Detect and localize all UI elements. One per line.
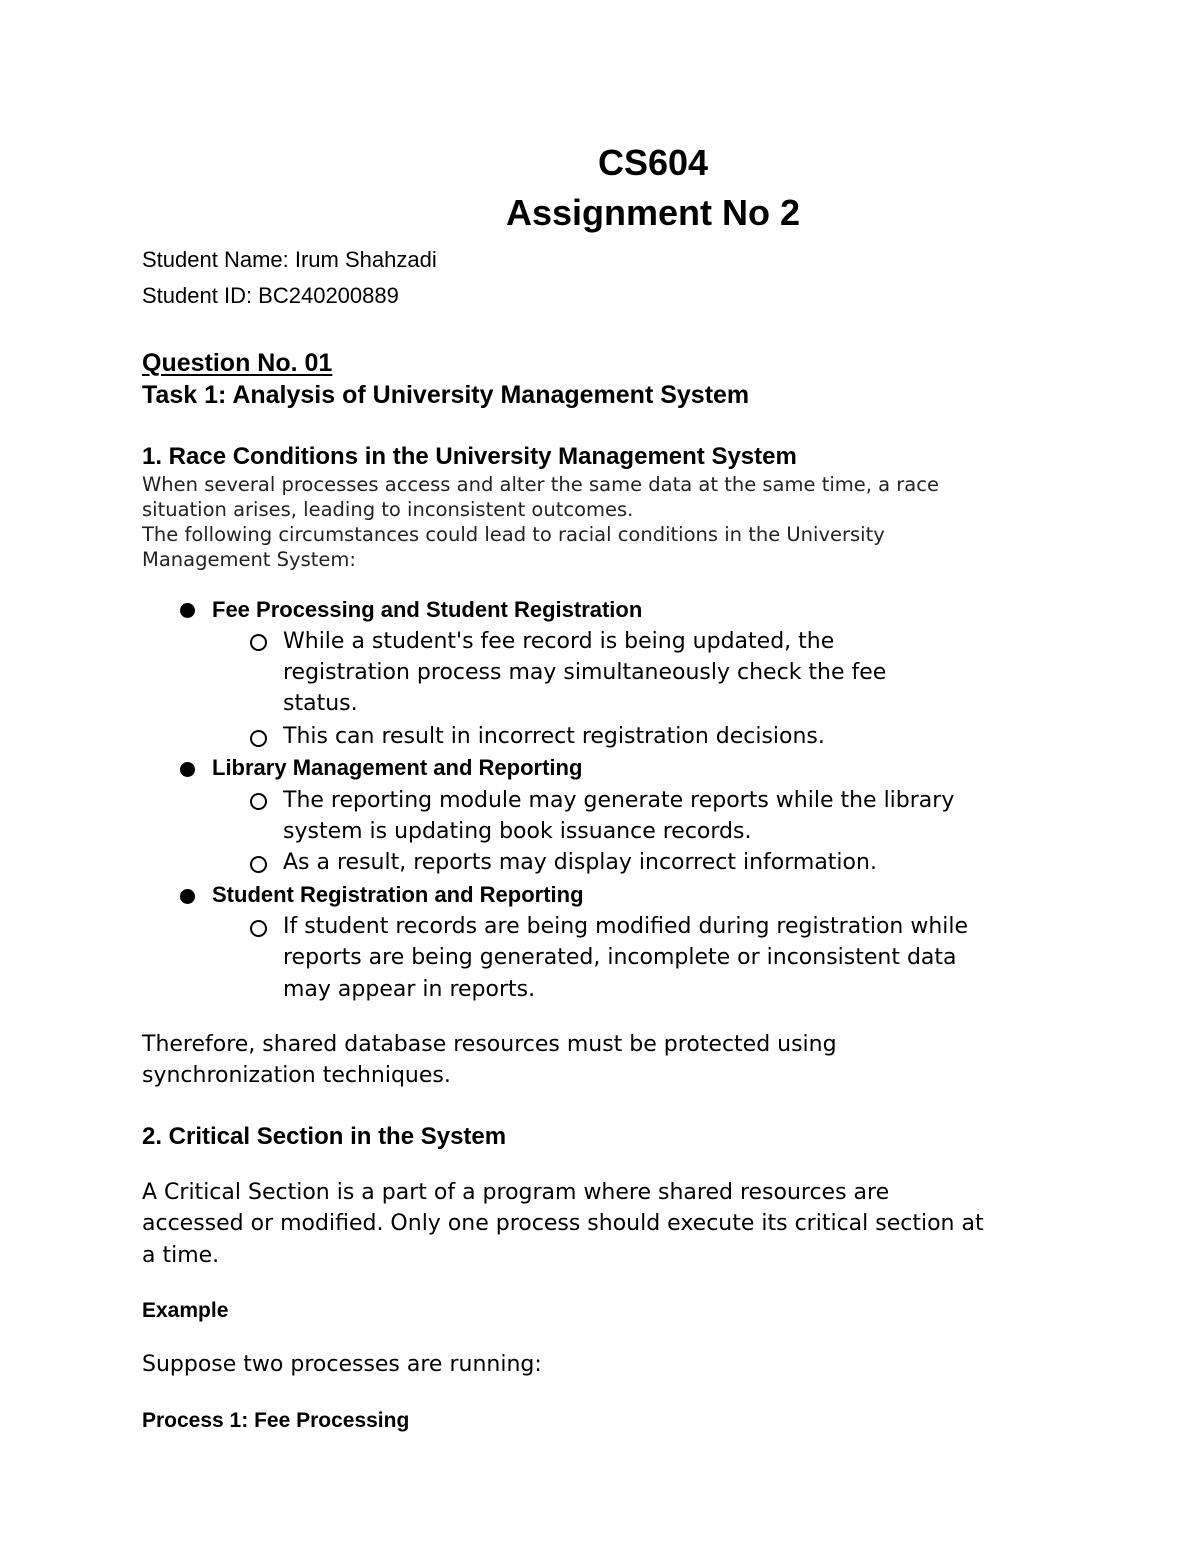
sub-item-line: While a student's fee record is being updated, the [283,629,835,654]
conclusion-line1: Therefore, shared database resources must be protected using [142,1032,837,1057]
bullet-icon [180,889,195,904]
bullet-icon [180,603,195,618]
circle-bullet-icon [250,793,267,810]
course-code: CS604 [597,142,709,183]
example-label: Example [142,1299,229,1322]
bullet-icon [180,762,195,777]
sub-item-line: If student records are being modified during registration while [283,914,969,939]
section1-para1-line1: When several processes access and alter the same data at the same time, a race [142,473,939,496]
bullet-label-fee-registration: Fee Processing and Student Registration [212,597,643,622]
bullet-label-registration-reporting: Student Registration and Reporting [212,882,584,907]
section2-para-line3: a time. [142,1243,220,1268]
circle-bullet-icon [250,730,267,747]
circle-bullet-icon [250,856,267,873]
question-heading: Question No. 01 [142,349,333,377]
student-name: Student Name: Irum Shahzadi [142,247,437,272]
process1-label: Process 1: Fee Processing [142,1409,410,1432]
section2-para-line1: A Critical Section is a part of a program where shared resources are [142,1180,890,1205]
section2-heading: 2. Critical Section in the System [142,1123,507,1150]
section2-para-line2: accessed or modified. Only one process should execute its critical section at [142,1211,984,1236]
section1-heading: 1. Race Conditions in the University Management System [142,443,797,470]
assignment-title: Assignment No 2 [505,192,801,233]
section1-para2-line2: Management System: [142,548,356,571]
circle-bullet-icon [250,920,267,937]
sub-item-line: As a result, reports may display incorrect information. [283,850,877,875]
circle-bullet-icon [250,634,267,651]
bullet-label-library-reporting: Library Management and Reporting [212,755,583,780]
sub-item-line: registration process may simultaneously check the fee [283,660,887,685]
sub-item-line: reports are being generated, incomplete or inconsistent data [283,945,957,970]
sub-item-line: status. [283,691,358,716]
suppose-text: Suppose two processes are running: [142,1352,542,1377]
task-heading: Task 1: Analysis of University Management System [142,381,750,409]
student-id: Student ID: BC240200889 [142,283,399,308]
conclusion-line2: synchronization techniques. [142,1063,451,1088]
sub-item-line: The reporting module may generate reports while the library [283,788,955,813]
sub-item-line: may appear in reports. [283,977,536,1002]
section1-para1-line2: situation arises, leading to inconsistent outcomes. [142,498,634,521]
sub-item-line: system is updating book issuance records. [283,819,752,844]
section1-para2-line1: The following circumstances could lead to racial conditions in the University [142,523,885,546]
sub-item-line: This can result in incorrect registration decisions. [283,724,825,749]
